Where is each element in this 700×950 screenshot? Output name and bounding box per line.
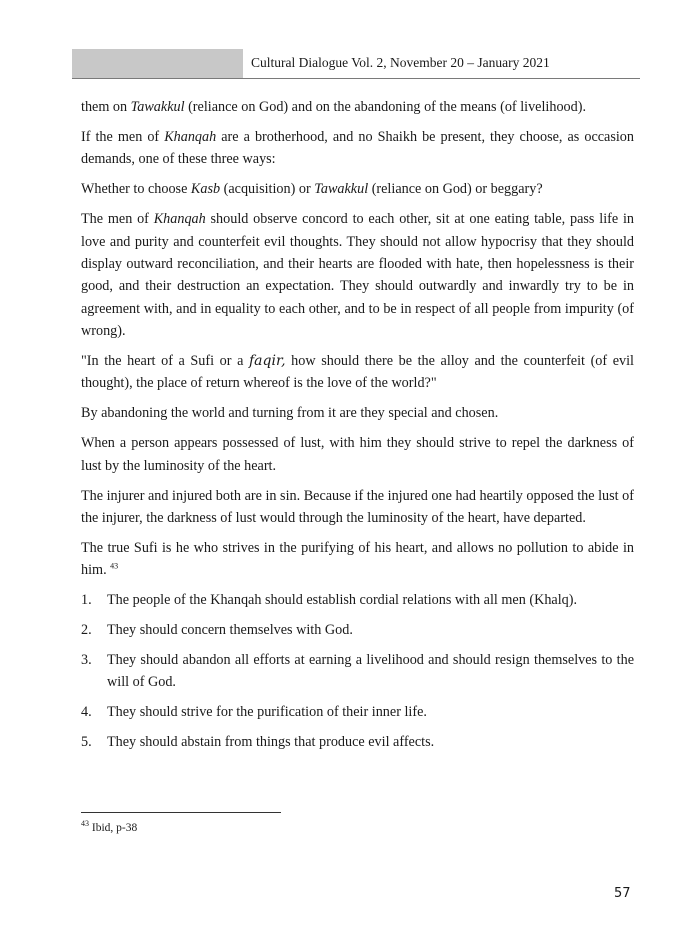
italic-term: Kasb <box>190 181 221 198</box>
list-text: They should abandon all efforts at earning a livelihood and should resign themselves to the will of God. <box>107 652 634 691</box>
page-number: 57 <box>614 886 631 901</box>
footnote <box>81 819 137 834</box>
text-run: The men of <box>81 211 154 228</box>
footnote-text: Ibid, p-38 <box>91 821 138 834</box>
list-item <box>81 701 634 723</box>
paragraph <box>81 402 634 424</box>
paragraph <box>81 126 634 171</box>
text-run: (acquisition) or <box>220 181 315 198</box>
text-run: should observe concord to each other, sit at one eating table, pass life in love and purity and counterfeit evil thoughts. They should not allow hypocrisy that they should display outward reconciliation, and their hearts are flooded with hate, then hopelessness is their good, and their destruction an expectation. They should outwardly and inwardly try to be in agreement with, and in equality to each other, and to be in respect of all people from impurity (of wrong). <box>81 211 634 340</box>
paragraph <box>81 208 634 342</box>
list-number: 2. <box>81 622 92 639</box>
list-text: They should strive for the purification of their inner life. <box>107 704 427 721</box>
footnote-marker: 43 <box>81 819 89 828</box>
paragraph <box>81 537 634 582</box>
footnote-rule <box>81 812 281 813</box>
list-item <box>81 731 634 753</box>
text-run: them on <box>81 99 131 115</box>
footnote-reference: 43 <box>110 561 119 571</box>
text-run: how should there be the alloy and the counterfeit (of evil thought), the place of return whereof is the love of the world?" <box>81 353 634 392</box>
list-item <box>81 589 634 611</box>
text-run: The injurer and injured both are in sin. Because if the injured one had heartily opposed the lust of the injurer, the darkness of lust would through the luminosity of the heart, have departed. <box>81 487 634 526</box>
paragraph <box>81 178 634 200</box>
italic-term: Tawakkul <box>314 181 369 198</box>
text-run: The true Sufi is he who strives in the purifying of his heart, and allows no pollution to abide in him. <box>81 539 634 579</box>
text-run: If the men of <box>81 128 165 145</box>
text-run: are a brotherhood, and no Shaikh be present, they choose, as occasion demands, one of these three ways: <box>81 128 634 168</box>
italic-term: Tawakkul <box>130 99 185 115</box>
numbered-list <box>81 589 634 753</box>
text-run: By abandoning the world and turning from it are they special and chosen. <box>81 405 499 422</box>
list-text: They should concern themselves with God. <box>107 622 353 639</box>
text-run: (reliance on God) and on the abandoning of the means (of livelihood). <box>184 99 586 115</box>
list-number: 3. <box>81 652 92 669</box>
main-text <box>81 96 634 761</box>
text-run: Whether to choose <box>81 181 191 198</box>
italic-term: Khanqah <box>164 128 217 145</box>
list-item <box>81 649 634 694</box>
italic-term: Khanqah <box>153 211 206 228</box>
list-number: 5. <box>81 734 92 751</box>
list-number: 4. <box>81 704 92 721</box>
italic-term: faqir, <box>249 353 286 370</box>
text-run: "In the heart of a Sufi or a <box>81 353 249 370</box>
list-text: The people of the Khanqah should establish cordial relations with all men (Khalq). <box>107 592 578 609</box>
paragraph <box>81 485 634 530</box>
paragraph <box>81 432 634 477</box>
running-header <box>72 49 640 79</box>
header-shade-block <box>72 49 243 78</box>
list-item <box>81 619 634 641</box>
text-run: When a person appears possessed of lust, with him they should strive to repel the darkness of lust by the luminosity of the heart. <box>81 435 634 474</box>
paragraph <box>81 350 634 395</box>
paragraphs <box>81 96 634 582</box>
journal-title: Cultural Dialogue Vol. 2, November 20 – January 2021 <box>251 55 550 70</box>
text-run: (reliance on God) or beggary? <box>368 181 543 198</box>
list-text: They should abstain from things that produce evil affects. <box>107 734 435 751</box>
list-number: 1. <box>81 592 92 609</box>
paragraph <box>81 96 634 118</box>
